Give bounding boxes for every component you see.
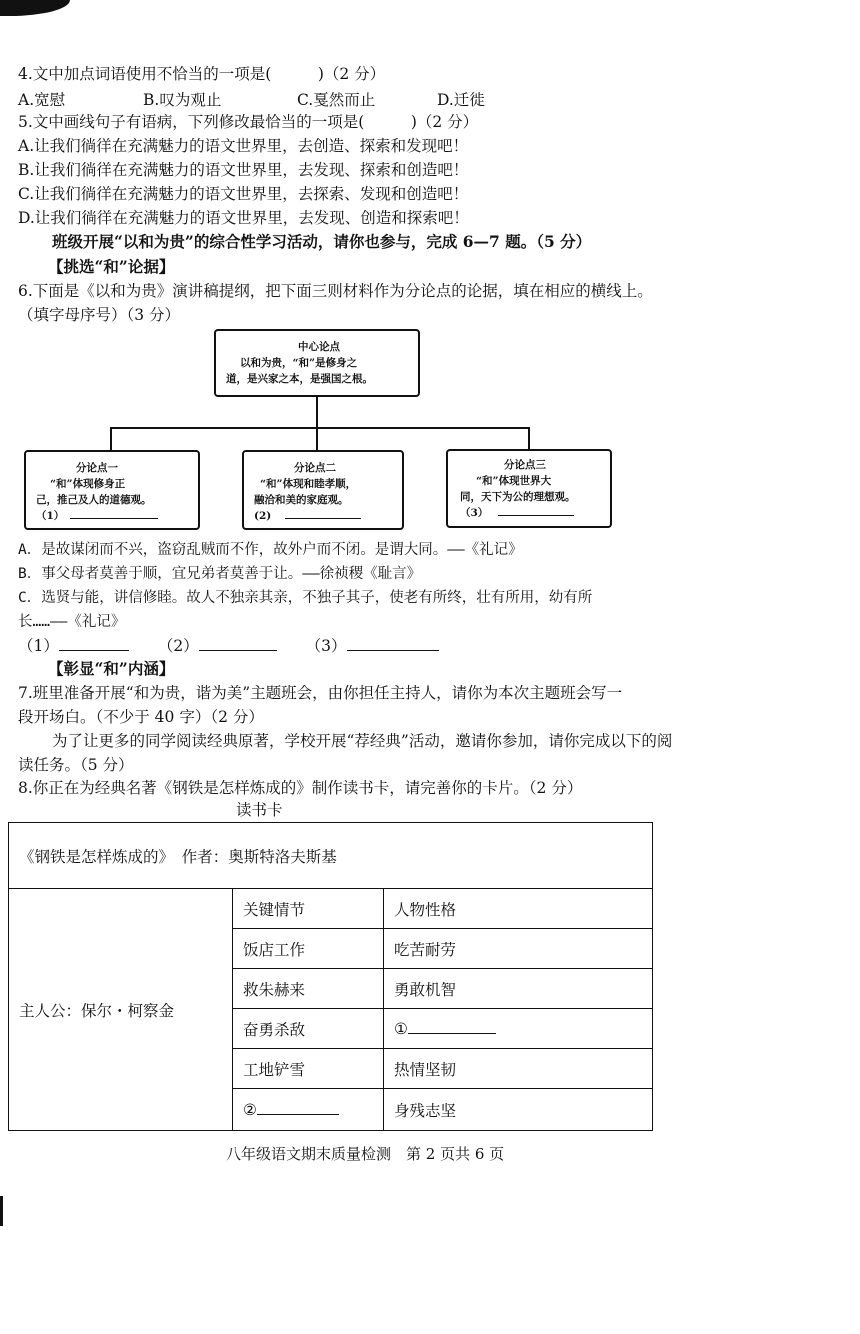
sub-argument-1-line1: “和”体现修身正 — [50, 478, 126, 490]
card-protagonist: 主人公：保尔・柯察金 — [9, 889, 233, 1131]
central-argument-box — [214, 329, 420, 397]
q8-stem: 8.你正在为经典名著《钢铁是怎样炼成的》制作读书卡，请完善你的卡片。（2 分） — [18, 779, 583, 797]
sub-argument-2-line2: 融洽和美的家庭观。 — [254, 494, 349, 506]
sub-argument-1-title: 分论点一 — [76, 462, 118, 474]
reading-intro-line1: 为了让更多的同学阅读经典原著，学校开展“荐经典”活动，邀请你参加，请你完成以下的阅 — [52, 732, 673, 750]
sub-argument-2-box — [242, 450, 404, 530]
q6-answer-row — [18, 636, 439, 656]
answer-label-2: （2） — [157, 637, 199, 655]
scan-corner-shadow — [0, 0, 70, 16]
material-a: A．是故谋闭而不兴，盗窃乱贼而不作，故外户而不闭。是谓大同。——《礼记》 — [18, 542, 523, 558]
central-argument-title: 中心论点 — [298, 341, 340, 353]
card-trait-cell: 身残志坚 — [384, 1089, 653, 1131]
q4-option-a: A.宽慰 — [18, 91, 66, 109]
card-plot-answer-cell[interactable] — [233, 1089, 384, 1131]
card-plot-cell: 饭店工作 — [233, 929, 384, 969]
trait-answer-blank[interactable] — [408, 1019, 496, 1034]
connector-horizontal — [110, 427, 530, 429]
connector-to-sub3 — [528, 427, 530, 449]
q7-stem-line1: 7.班里准备开展“和为贵，谐为美”主题班会，由你担任主持人，请你为本次主题班会写一 — [18, 684, 623, 702]
card-col-header-plot: 关键情节 — [233, 889, 384, 929]
reading-card-title: 读书卡 — [236, 801, 283, 819]
activity-intro: 班级开展“以和为贵”的综合性学习活动，请你也参与，完成 6—7 题。（5 分） — [52, 232, 592, 251]
q5-stem: 5.文中画线句子有语病，下列修改最恰当的一项是( )（2 分） — [18, 113, 479, 131]
sub-argument-3-answer-blank[interactable] — [498, 505, 574, 516]
connector-to-sub2 — [316, 427, 318, 450]
page-footer: 八年级语文期末质量检测 第 2 页共 6 页 — [226, 1145, 505, 1163]
sub-argument-2-line1: “和”体现和睦孝顺， — [260, 478, 357, 490]
sub-argument-1-blank-label: （1） — [36, 510, 65, 522]
scan-edge-mark — [0, 1196, 3, 1226]
answer-blank-1[interactable] — [59, 636, 129, 651]
q5-option-b: B.让我们徜徉在充满魅力的语文世界里，去发现、探索和创造吧！ — [18, 161, 469, 179]
card-trait-answer-cell[interactable] — [384, 1009, 653, 1049]
sub-argument-1-box — [24, 450, 200, 530]
sub-argument-3-line1: “和”体现世界大 — [476, 475, 552, 487]
sub-argument-3-box — [446, 449, 612, 528]
q4-option-b: B.叹为观止 — [143, 91, 222, 109]
connector-to-sub1 — [110, 427, 112, 450]
answer-label-3: （3） — [305, 637, 347, 655]
central-argument-line1: 以和为贵，“和”是修身之 — [240, 357, 358, 369]
sub-argument-1-line2: 己，推己及人的道德观。 — [36, 494, 152, 506]
q4-option-c: C.戛然而止 — [297, 91, 376, 109]
card-plot-cell: 奋勇杀敌 — [233, 1009, 384, 1049]
sub-argument-3-title: 分论点三 — [504, 459, 546, 471]
card-book-row — [9, 823, 653, 889]
card-header-row — [9, 889, 653, 929]
section-title-pick-evidence: 【挑选“和”论据】 — [48, 257, 175, 276]
sub-argument-2-blank-label: (2) — [254, 510, 272, 522]
answer-label-1: （1） — [18, 637, 59, 655]
blank-marker-2: ② — [243, 1101, 257, 1119]
q4-option-d: D.迁徙 — [437, 91, 485, 109]
plot-answer-blank[interactable] — [257, 1100, 339, 1115]
central-argument-line2: 道，是兴家之本，是强国之根。 — [226, 373, 373, 385]
card-col-header-trait: 人物性格 — [384, 889, 653, 929]
connector-vertical-main — [316, 397, 318, 428]
sub-argument-3-blank-label: （3） — [460, 507, 489, 519]
card-plot-cell: 工地铲雪 — [233, 1049, 384, 1089]
sub-argument-1-answer-blank[interactable] — [70, 508, 158, 519]
material-b: B．事父母者莫善于顺，宜兄弟者莫善于让。——徐祯稷《耻言》 — [18, 566, 422, 582]
q6-stem-line2: （填字母序号）（3 分） — [18, 306, 181, 324]
sub-argument-3-line2: 同，天下为公的理想观。 — [460, 491, 576, 503]
material-c-line1: C．选贤与能，讲信修睦。故人不独亲其亲，不独子其子，使老有所终，壮有所用，幼有所 — [18, 590, 593, 606]
answer-blank-2[interactable] — [199, 636, 277, 651]
card-trait-cell: 吃苦耐劳 — [384, 929, 653, 969]
blank-marker-1: ① — [394, 1020, 408, 1038]
card-book-header: 《钢铁是怎样炼成的》 作者：奥斯特洛夫斯基 — [9, 823, 653, 889]
q6-stem-line1: 6.下面是《以和为贵》演讲稿提纲，把下面三则材料作为分论点的论据，填在相应的横线上。 — [18, 282, 653, 300]
q5-option-c: C.让我们徜徉在充满魅力的语文世界里，去探索、发现和创造吧！ — [18, 185, 469, 203]
q4-stem: 4.文中加点词语使用不恰当的一项是( )（2 分） — [18, 65, 386, 83]
reading-card-table — [8, 822, 653, 1131]
q5-option-a: A.让我们徜徉在充满魅力的语文世界里，去创造、探索和发现吧！ — [18, 137, 469, 155]
sub-argument-2-title: 分论点二 — [294, 462, 336, 474]
section-title-show-meaning: 【彰显“和”内涵】 — [48, 659, 175, 678]
q5-option-d: D.让我们徜徉在充满魅力的语文世界里，去发现、创造和探索吧！ — [18, 209, 469, 227]
q7-stem-line2: 段开场白。（不少于 40 字）（2 分） — [18, 708, 264, 726]
card-trait-cell: 勇敢机智 — [384, 969, 653, 1009]
sub-argument-2-answer-blank[interactable] — [285, 508, 361, 519]
card-plot-cell: 救朱赫来 — [233, 969, 384, 1009]
reading-intro-line2: 读任务。（5 分） — [18, 756, 134, 774]
material-c-line2: 长……——《礼记》 — [18, 614, 126, 630]
card-trait-cell: 热情坚韧 — [384, 1049, 653, 1089]
answer-blank-3[interactable] — [347, 636, 439, 651]
